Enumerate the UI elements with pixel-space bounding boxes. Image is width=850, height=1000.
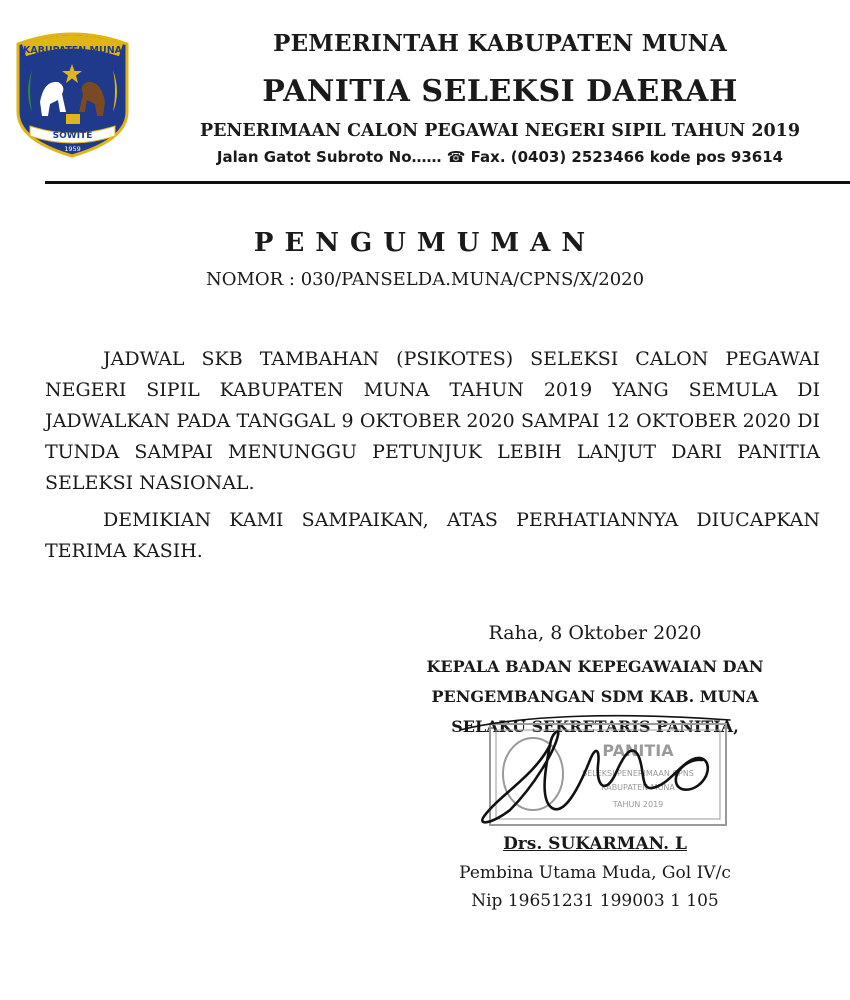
handwritten-signature (440, 690, 740, 830)
place-date: Raha, 8 Oktober 2020 (488, 622, 702, 644)
svg-text:TAHUN 2019: TAHUN 2019 (612, 800, 664, 809)
header-address: Jalan Gatot Subroto No…… ☎ Fax. (0403) 2523466 kode pos 93614 (216, 148, 784, 166)
header-committee: PANITIA SELEKSI DAERAH (262, 74, 738, 109)
svg-text:KABUPATEN MUNA: KABUPATEN MUNA (22, 45, 123, 56)
body-paragraph-1: JADWAL SKB TAMBAHAN (PSIKOTES) SELEKSI CALON PEGAWAI NEGERI SIPIL KABUPATEN MUNA TAHUN 2019 YANG SEMULA DI JADWALKAN PADA TANGGAL 9 OKTOBER 2020 SAMPAI 12 OKTOBER 2020 DI TUNDA SAMPAI MENUNGGU PETUNJUK LEBIH LANJUT DARI PANITIA SELEKSI NASIONAL. (45, 348, 820, 494)
svg-text:1959: 1959 (64, 145, 81, 153)
kabupaten-muna-logo (10, 30, 135, 158)
signer-position-line-3: SELAKU SEKRETARIS PANITIA, (451, 717, 739, 736)
header-government: PEMERINTAH KABUPATEN MUNA (273, 30, 727, 57)
svg-text:PANITIA: PANITIA (602, 741, 674, 760)
signer-position-line-1: KEPALA BADAN KEPEGAWAIAN DAN (426, 657, 764, 676)
document-number: NOMOR : 030/PANSELDA.MUNA/CPNS/X/2020 (205, 269, 645, 290)
signer-name: Drs. SUKARMAN. L (503, 834, 687, 854)
header-divider (45, 181, 850, 184)
header-recruitment: PENERIMAAN CALON PEGAWAI NEGERI SIPIL TAHUN 2019 (199, 121, 801, 141)
svg-text:KABUPATEN MUNA: KABUPATEN MUNA (601, 783, 675, 792)
body-paragraph-2: DEMIKIAN KAMI SAMPAIKAN, ATAS PERHATIANNYA DIUCAPKAN TERIMA KASIH. (45, 509, 820, 562)
signer-rank: Pembina Utama Muda, Gol IV/c (459, 863, 731, 883)
signer-position-line-2: PENGEMBANGAN SDM KAB. MUNA (431, 687, 759, 706)
svg-text:SOWITE: SOWITE (52, 131, 93, 141)
document-title: PENGUMUMAN (253, 228, 597, 258)
signer-nip: Nip 19651231 199003 1 105 (471, 891, 719, 911)
svg-text:SELEKSI PENERIMAAN CPNS: SELEKSI PENERIMAAN CPNS (582, 769, 694, 778)
